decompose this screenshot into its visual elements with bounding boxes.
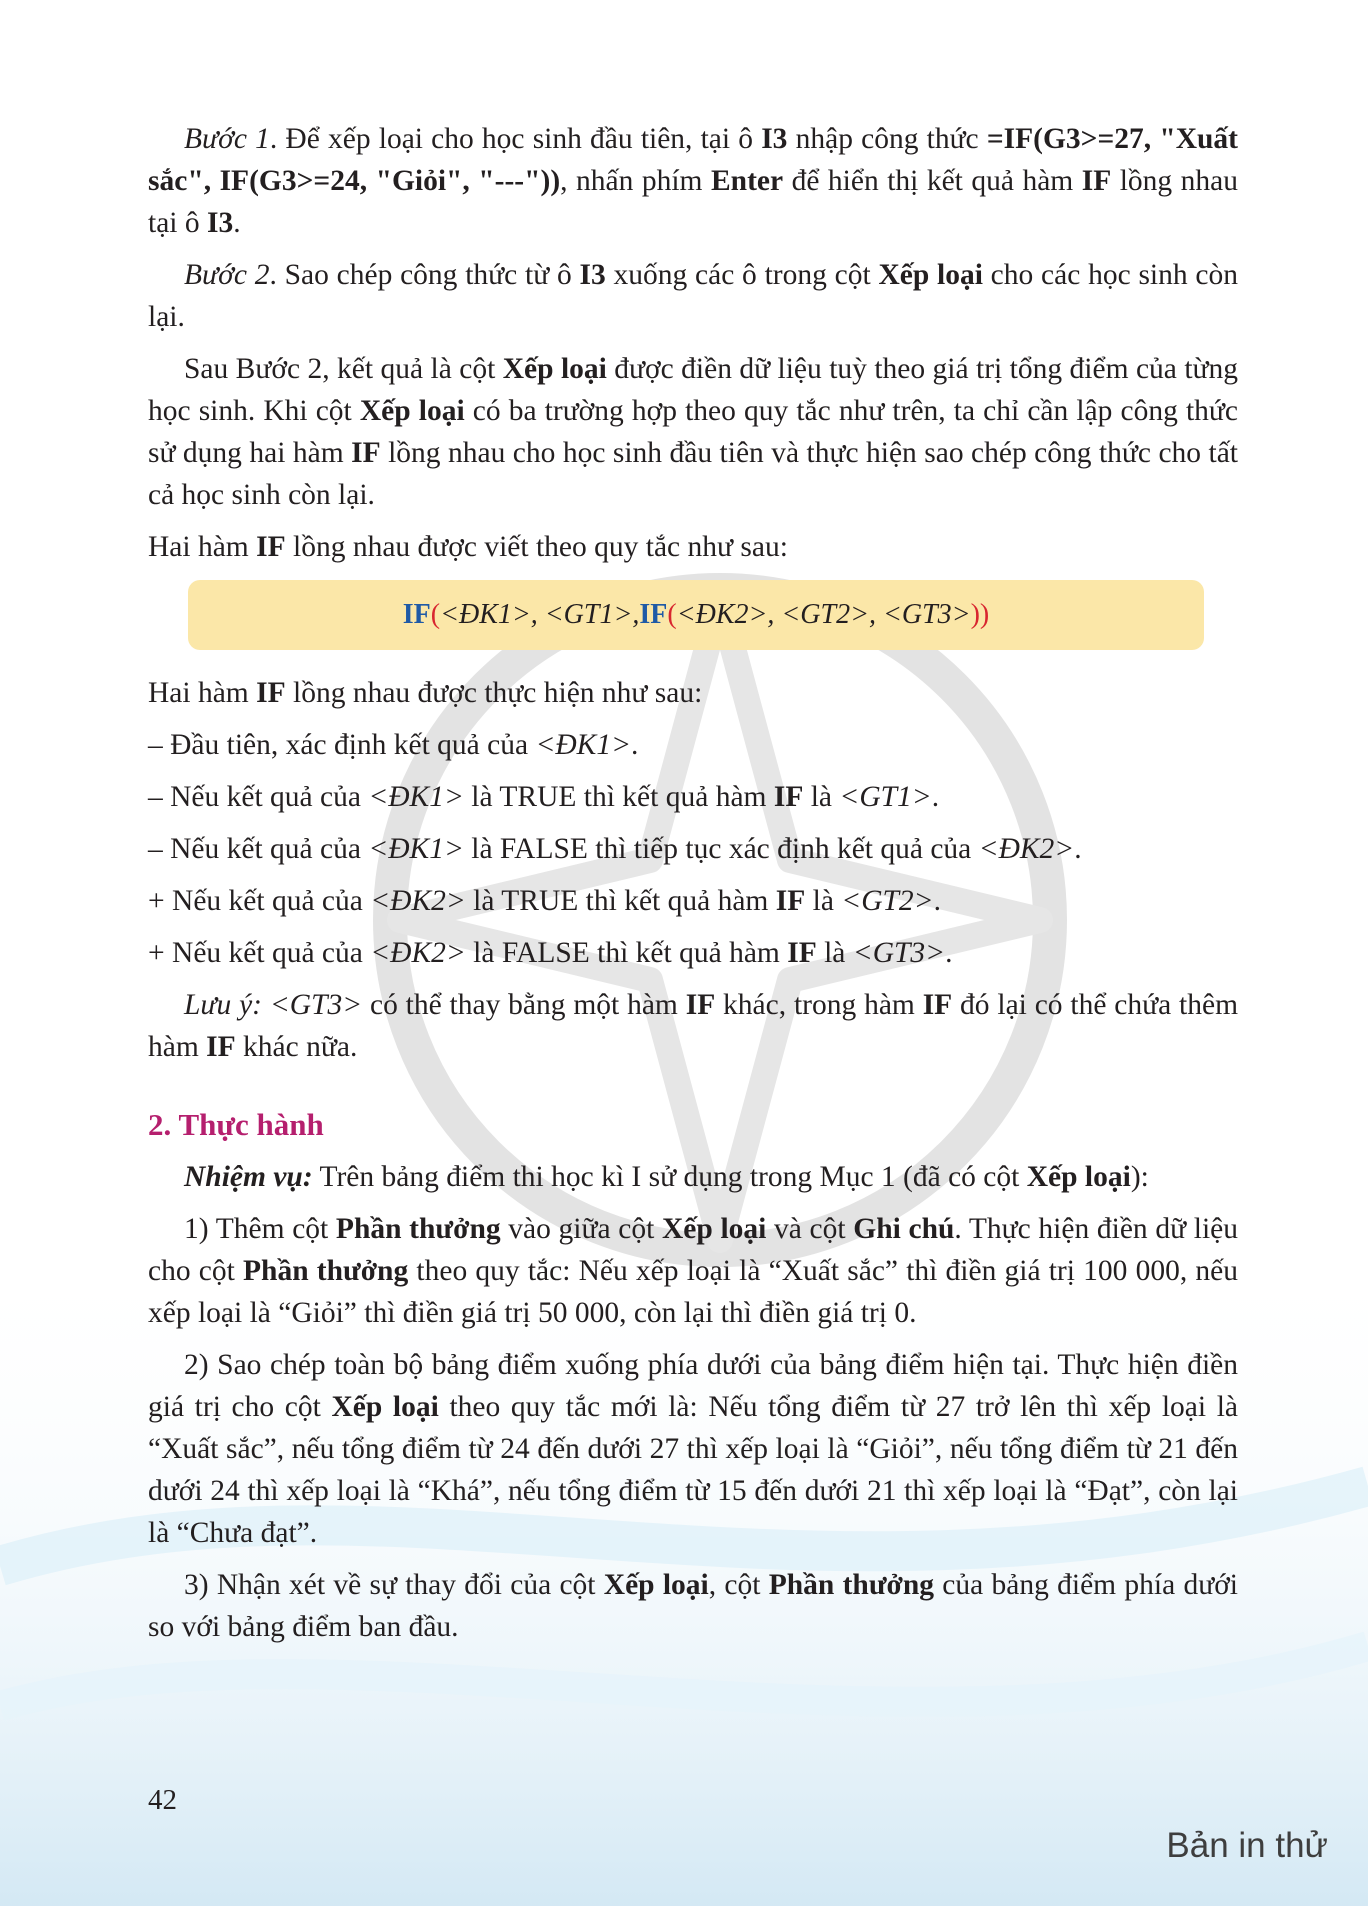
- list-item: – Đầu tiên, xác định kết quả của <ĐK1>.: [148, 729, 639, 761]
- task2-paragraph: 2) Sao chép toàn bộ bảng điểm xuống phía dưới của bảng điểm hiện tại. Thực hiện điền giá trị cho cột Xếp loại theo quy tắc mới là: Nếu tổng điểm từ 27 trở lên thì xếp loại là “Xuất sắc”, nếu tổng điểm từ 24 đến dưới 27 thì xếp loại là “Giỏi”, nếu tổng điểm từ 21 đến dưới 24 thì xếp loại là “Khá”, nếu tổng điểm từ 15 đến dưới 21 thì xếp loại là “Đạt”, còn lại là “Chưa đạt”.: [148, 1349, 1238, 1549]
- task-paragraph: Nhiệm vụ: Trên bảng điểm thi học kì I sử dụng trong Mục 1 (đã có cột Xếp loại):: [184, 1161, 1149, 1193]
- step2-paragraph: Bước 2. Sao chép công thức từ ô I3 xuống các ô trong cột Xếp loại cho các học sinh còn lại.: [148, 259, 1238, 333]
- list-item: + Nếu kết quả của <ĐK2> là TRUE thì kết quả hàm IF là <GT2>.: [148, 885, 941, 917]
- page-content: [148, 118, 1238, 1658]
- formula-text: =IF(G3>=27, "Xuất sắc", IF(G3>=24, "Giỏi", "---")): [148, 123, 1239, 197]
- proof-label: Bản in thử: [1166, 1826, 1328, 1865]
- section-title: 2. Thực hành: [148, 1107, 324, 1142]
- rule-intro: Hai hàm IF lồng nhau được viết theo quy tắc như sau:: [148, 531, 788, 563]
- task3-paragraph: 3) Nhận xét về sự thay đổi của cột Xếp loại, cột Phần thưởng của bảng điểm phía dưới so với bảng điểm ban đầu.: [148, 1569, 1239, 1643]
- task1-paragraph: 1) Thêm cột Phần thưởng vào giữa cột Xếp loại và cột Ghi chú. Thực hiện điền dữ liệu cho cột Phần thưởng theo quy tắc: Nếu xếp loại là “Xuất sắc” thì điền giá trị 100 000, nếu xếp loại là “Giỏi” thì điền giá trị 50 000, còn lại thì điền giá trị 0.: [148, 1213, 1239, 1329]
- exec-intro: Hai hàm IF lồng nhau được thực hiện như sau:: [148, 677, 703, 709]
- formula-box: IF ( <ĐK1>, <GT1>, IF ( <ĐK2>, <GT2>, <GT3> )): [188, 580, 1204, 650]
- list-item: – Nếu kết quả của <ĐK1> là TRUE thì kết quả hàm IF là <GT1>.: [148, 781, 940, 813]
- list-item: – Nếu kết quả của <ĐK1> là FALSE thì tiếp tục xác định kết quả của <ĐK2>.: [148, 833, 1082, 865]
- list-item: + Nếu kết quả của <ĐK2> là FALSE thì kết quả hàm IF là <GT3>.: [148, 937, 953, 969]
- note-paragraph: Lưu ý: <GT3> có thể thay bằng một hàm IF khác, trong hàm IF đó lại có thể chứa thêm hàm IF khác nữa.: [148, 989, 1239, 1063]
- step1-paragraph: Bước 1. Để xếp loại cho học sinh đầu tiên, tại ô I3 nhập công thức =IF(G3>=27, "Xuất sắc", IF(G3>=24, "Giỏi", "---")), nhấn phím Enter để hiển thị kết quả hàm IF lồng nhau tại ô I3.: [148, 123, 1239, 239]
- result-paragraph: Sau Bước 2, kết quả là cột Xếp loại được điền dữ liệu tuỳ theo giá trị tổng điểm của từng học sinh. Khi cột Xếp loại có ba trường hợp theo quy tắc như trên, ta chỉ cần lập công thức sử dụng hai hàm IF lồng nhau cho học sinh đầu tiên và thực hiện sao chép công thức cho tất cả học sinh còn lại.: [148, 353, 1239, 511]
- page-number: 42: [148, 1784, 177, 1816]
